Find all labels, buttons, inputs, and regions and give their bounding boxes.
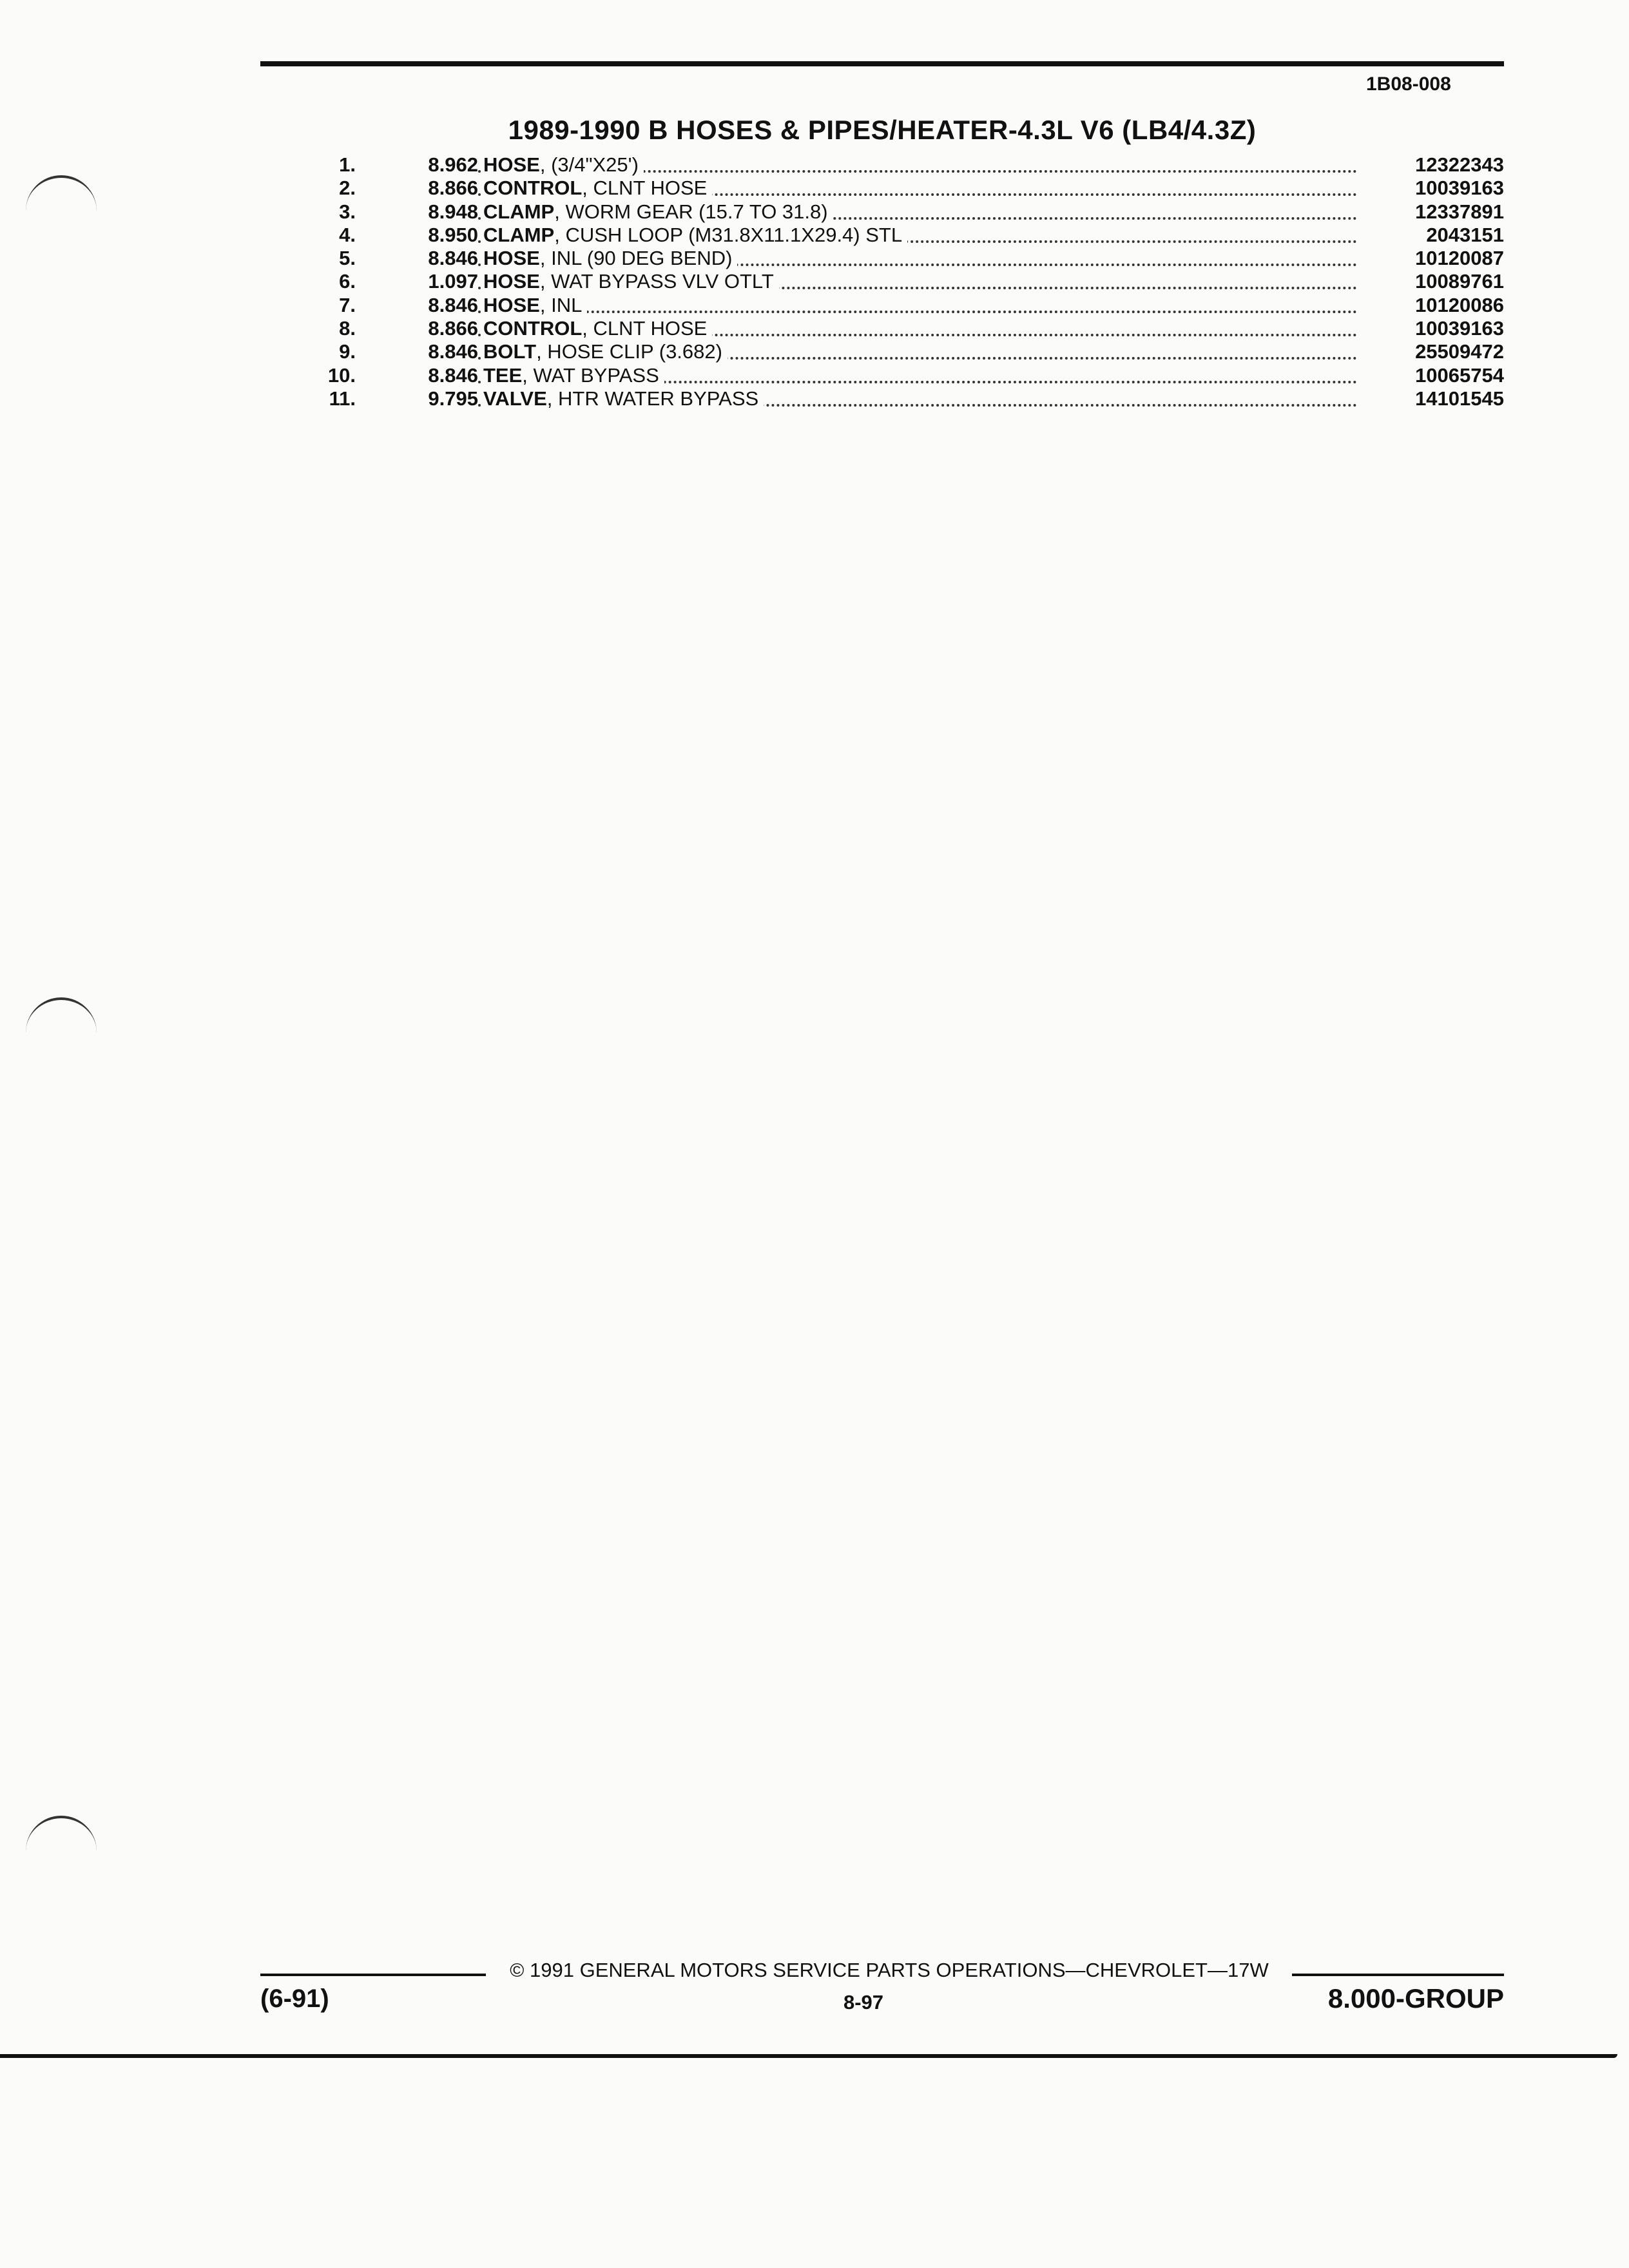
group-number: 9.795 xyxy=(428,387,478,410)
part-name: HOSE xyxy=(483,293,540,316)
part-detail: , (3/4"X25') xyxy=(539,153,639,176)
part-description xyxy=(478,224,1362,247)
part-name: HOSE xyxy=(483,270,540,293)
part-number: 10089761 xyxy=(1415,270,1504,293)
part-row xyxy=(260,340,1504,363)
item-number: 1. xyxy=(339,153,356,176)
part-description xyxy=(478,200,1362,224)
description-text xyxy=(483,247,737,269)
part-row xyxy=(260,153,1504,177)
group-label: 8.000-GROUP xyxy=(1327,1983,1504,2013)
description-text xyxy=(483,340,728,363)
part-number: 12322343 xyxy=(1415,153,1504,176)
part-number: 10120087 xyxy=(1415,247,1504,270)
part-name: HOSE xyxy=(483,247,540,270)
copyright-notice xyxy=(490,1959,1289,1982)
part-description xyxy=(478,317,1362,340)
group-number: 8.846 xyxy=(428,340,478,363)
punch-hole-mark xyxy=(26,1816,97,1857)
item-number: 2. xyxy=(339,177,356,200)
part-row xyxy=(260,317,1504,340)
copyright-symbol: © xyxy=(510,1960,525,1981)
part-detail: , HTR WATER BYPASS xyxy=(546,387,759,410)
item-number: 6. xyxy=(339,270,356,293)
part-row xyxy=(260,364,1504,387)
part-name: BOLT xyxy=(483,340,537,363)
description-text xyxy=(483,153,644,176)
group-number: 8.846 xyxy=(428,247,478,270)
part-name: HOSE xyxy=(483,153,540,176)
item-number: 3. xyxy=(339,200,356,223)
part-number: 10120086 xyxy=(1415,293,1504,316)
item-number: 8. xyxy=(339,317,356,340)
part-description xyxy=(478,340,1362,363)
item-number: 5. xyxy=(339,247,356,270)
part-row xyxy=(260,200,1504,224)
part-number: 14101545 xyxy=(1415,387,1504,410)
part-detail: , INL (90 DEG BEND) xyxy=(539,247,733,270)
revision-date: (6-91) xyxy=(260,1984,329,2013)
header-rule xyxy=(260,61,1504,66)
document-code: 1B08-008 xyxy=(1366,73,1451,95)
group-number: 1.097 xyxy=(428,270,478,293)
description-text xyxy=(483,224,907,246)
group-number: 8.846 xyxy=(428,363,478,387)
copyright-text: 1991 GENERAL MOTORS SERVICE PARTS OPERATIONS—CHEVROLET—17W xyxy=(530,1959,1269,1981)
page-number: 8-97 xyxy=(843,1991,884,2013)
part-number: 10039163 xyxy=(1415,317,1504,340)
item-number: 11. xyxy=(329,387,356,410)
part-number: 25509472 xyxy=(1415,340,1504,363)
description-text xyxy=(483,177,712,199)
part-row xyxy=(260,247,1504,270)
part-number: 10065754 xyxy=(1415,363,1504,387)
punch-hole-mark xyxy=(26,997,97,1039)
description-text xyxy=(483,317,712,340)
part-number: 12337891 xyxy=(1415,200,1504,223)
part-detail: , WAT BYPASS xyxy=(522,363,659,387)
group-number: 8.866 xyxy=(428,177,478,200)
part-name: TEE xyxy=(483,363,523,387)
part-detail: , INL xyxy=(539,293,583,316)
description-text xyxy=(483,200,833,223)
part-description xyxy=(478,153,1362,177)
dot-leader xyxy=(478,311,1357,313)
part-detail: , HOSE CLIP (3.682) xyxy=(536,340,722,363)
part-description xyxy=(478,177,1362,200)
description-text xyxy=(483,364,664,387)
part-detail: , WORM GEAR (15.7 TO 31.8) xyxy=(554,200,828,223)
part-row xyxy=(260,387,1504,410)
part-name: CLAMP xyxy=(483,200,555,223)
group-number: 8.962 xyxy=(428,153,478,176)
bottom-rule xyxy=(0,2054,1617,2058)
parts-list xyxy=(260,153,1504,410)
group-number: 8.950 xyxy=(428,223,478,246)
page-title: 1989-1990 B HOSES & PIPES/HEATER-4.3L V6 (LB4/4.3Z) xyxy=(508,115,1257,145)
part-row xyxy=(260,294,1504,317)
item-number: 7. xyxy=(339,293,356,316)
description-text xyxy=(483,294,587,316)
part-detail: , CLNT HOSE xyxy=(582,317,708,340)
part-detail: , CUSH LOOP (M31.8X11.1X29.4) STL xyxy=(554,223,903,246)
part-description xyxy=(478,294,1362,317)
part-row xyxy=(260,177,1504,200)
item-number: 4. xyxy=(339,223,356,246)
part-description xyxy=(478,387,1362,410)
description-text xyxy=(483,270,779,293)
part-description xyxy=(478,247,1362,270)
group-number: 8.846 xyxy=(428,293,478,316)
description-text xyxy=(483,387,764,410)
footer-rule-right xyxy=(1292,1974,1504,1976)
part-name: CLAMP xyxy=(483,223,555,246)
group-number: 8.866 xyxy=(428,317,478,340)
part-name: CONTROL xyxy=(483,177,583,200)
punch-hole-mark xyxy=(26,175,97,216)
part-row xyxy=(260,224,1504,247)
part-description xyxy=(478,270,1362,293)
part-name: VALVE xyxy=(483,387,547,410)
part-number: 2043151 xyxy=(1426,223,1504,246)
part-name: CONTROL xyxy=(483,317,583,340)
part-detail: , CLNT HOSE xyxy=(582,177,708,200)
item-number: 10. xyxy=(327,363,356,387)
part-detail: , WAT BYPASS VLV OTLT xyxy=(539,270,774,293)
part-row xyxy=(260,270,1504,293)
part-description xyxy=(478,364,1362,387)
footer-rule-left xyxy=(260,1974,486,1976)
group-number: 8.948 xyxy=(428,200,478,223)
part-number: 10039163 xyxy=(1415,177,1504,200)
item-number: 9. xyxy=(339,340,356,363)
